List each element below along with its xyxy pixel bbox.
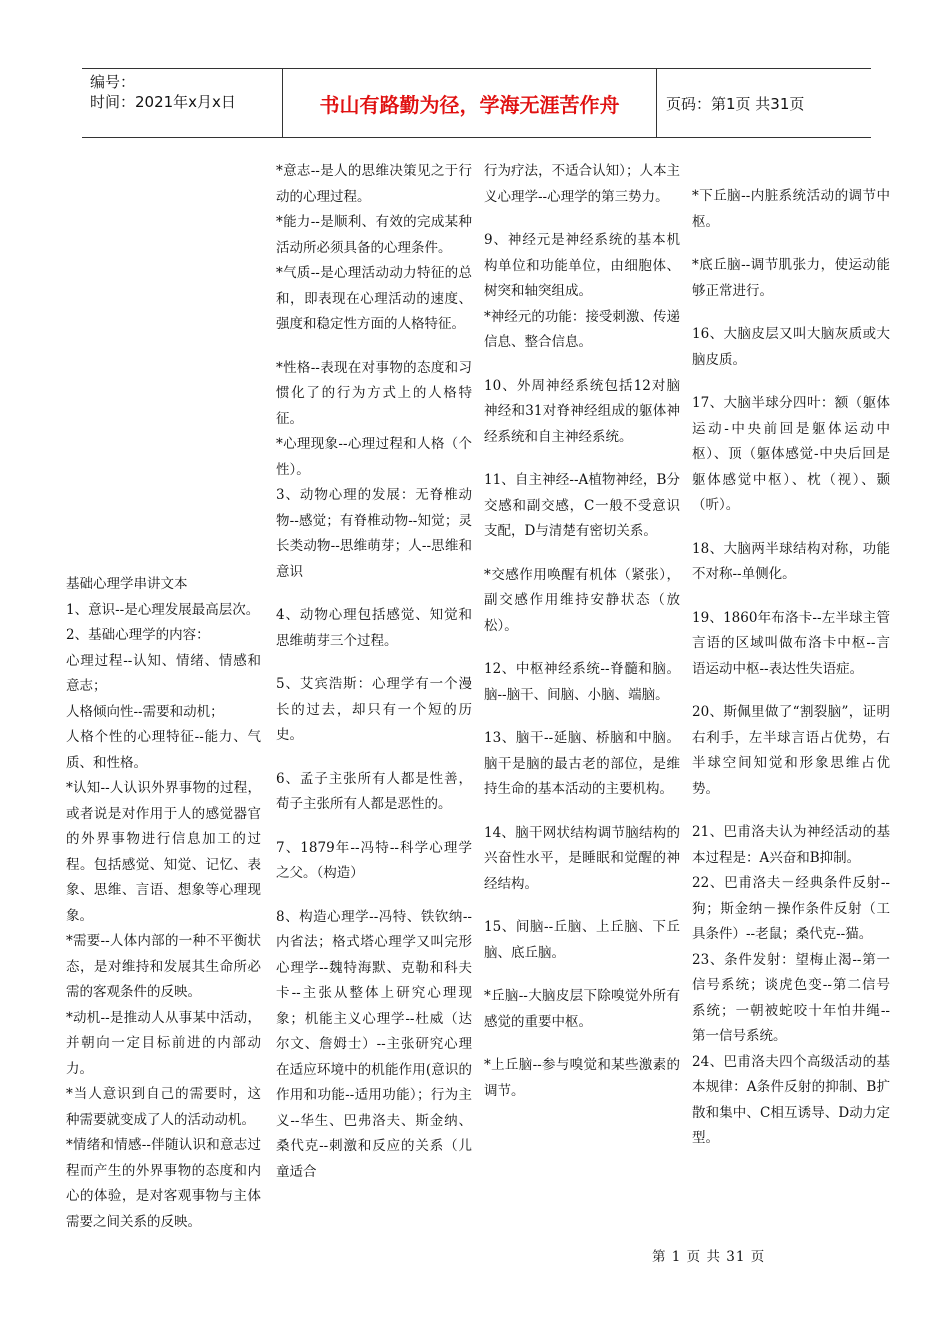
paragraph: 16、大脑皮层又叫大脑灰质或大脑皮质。 <box>692 326 890 368</box>
paragraph: 4、动物心理包括感觉、知觉和思维萌芽三个过程。 <box>276 607 472 649</box>
paragraph: 行为疗法，不适合认知）；人本主义心理学--心理学的第三势力。 <box>484 163 680 205</box>
paragraph: *认知--人认识外界事物的过程，或者说是对作用于人的感觉器官的外界事物进行信息加工的过程。包括感觉、知觉、记忆、表象、思维、言语、想象等心理现象。 <box>66 780 261 924</box>
paragraph: 7、1879年--冯特--科学心理学之父。（构造） <box>276 839 472 881</box>
paragraph: *动机--是推动人从事某中活动，并朝向一定目标前进的内部动力。 <box>66 1009 261 1077</box>
paragraph: 19、1860年布洛卡--左半球主管言语的区域叫做布洛卡中枢--言语运动中枢--表达性失语症。 <box>692 609 890 677</box>
paragraph: *气质--是心理活动动力特征的总和，即表现在心理活动的速度、强度和稳定性方面的人格特征。 <box>276 265 472 332</box>
paragraph: 1、意识--是心理发展最高层次。 <box>66 601 260 618</box>
paragraph: 23、条件发射：望梅止渴--第一信号系统；谈虎色变--第二信号系统；一朝被蛇咬十年怕井绳--第一信号系统。 <box>692 951 890 1044</box>
paragraph: 18、大脑两半球结构对称，功能不对称--单侧化。 <box>692 540 890 582</box>
paragraph: 2、基础心理学的内容： <box>66 627 210 643</box>
paragraph: 17、大脑半球分四叶：额（躯体运动-中央前回是躯体运动中枢）、顶（躯体感觉-中央后回是躯体感觉中枢）、枕（视）、颞（听）。 <box>692 395 890 513</box>
paragraph: 24、巴甫洛夫四个高级活动的基本规律：A条件反射的抑制、B扩散和集中、C相互诱导、D动力定型。 <box>692 1053 890 1146</box>
text-column-4 <box>692 184 890 1152</box>
paragraph: 14、脑干网状结构调节脑结构的兴奋性水平，是睡眠和觉醒的神经结构。 <box>484 824 680 892</box>
document-date-label: 时间：2021年x月x日 <box>90 93 236 111</box>
paragraph: *上丘脑--参与嗅觉和某些激素的调节。 <box>484 1057 680 1099</box>
text-column-2 <box>276 159 472 1185</box>
text-column-3 <box>484 159 680 1104</box>
paragraph: 21、巴甫洛夫认为神经活动的基本过程是：A兴奋和B抑制。 <box>692 824 890 866</box>
paragraph: 6、孟子主张所有人都是性善，荀子主张所有人都是恶性的。 <box>276 770 472 812</box>
paragraph: 9、神经元是神经系统的基本机构单位和功能单位，由细胞体、树突和轴突组成。 <box>484 232 680 299</box>
paragraph: 3、动物心理的发展：无脊椎动物--感觉；有脊椎动物--知觉；灵长类动物--思维萌芽；人--思维和意识 <box>276 487 472 580</box>
header-motto: 书山有路勤为径，学海无涯苦作舟 <box>282 69 657 137</box>
paragraph: *当人意识到自己的需要时，这种需要就变成了人的活动动机。 <box>66 1086 261 1128</box>
paragraph: 20、斯佩里做了“割裂脑”，证明右利手，左半球言语占优势，右半球空间知觉和形象思维占优势。 <box>692 704 890 797</box>
paragraph: 8、构造心理学--冯特、铁钦纳--内省法；格式塔心理学又叫完形心理学--魏特海默、克勒和科夫卡--主张从整体上研究心理现象；机能主义心理学--杜威（达尔文、詹姆士）--主张研究心理在适应环境中的机能作用(意识的作用和功能--适用功能）；行为主义--华生、巴弗洛夫、斯金纳、桑代克--刺激和反应的关系（儿童适合 <box>276 908 472 1180</box>
page-footer: 第 1 页 共 31 页 <box>652 1249 766 1265</box>
paragraph: 22、巴甫洛夫－经典条件反射--狗；斯金纳－操作条件反射（工具条件）--老鼠；桑代克--猫。 <box>692 875 890 942</box>
paragraph: *需要--人体内部的一种不平衡状态，是对维持和发展其生命所必需的客观条件的反映。 <box>66 933 261 1000</box>
paragraph: 5、艾宾浩斯：心理学有一个漫长的过去，却只有一个短的历史。 <box>276 676 472 743</box>
paragraph: *下丘脑--内脏系统活动的调节中枢。 <box>692 188 890 230</box>
document-number-label: 编号： <box>90 73 136 91</box>
paragraph: 11、自主神经--A植物神经，B分交感和副交感，C一般不受意识支配，D与清楚有密切关系。 <box>484 472 680 539</box>
paragraph: 10、外周神经系统包括12对脑神经和31对脊神经组成的躯体神经系统和自主神经系统。 <box>484 377 680 445</box>
paragraph: 15、间脑--丘脑、上丘脑、下丘脑、底丘脑。 <box>484 919 680 961</box>
paragraph: *丘脑--大脑皮层下除嗅觉外所有感觉的重要中枢。 <box>484 988 680 1030</box>
paragraph: *心理现象--心理过程和人格（个性）。 <box>276 436 472 478</box>
paragraph: 13、脑干--延脑、桥脑和中脑。脑干是脑的最古老的部位，是维持生命的基本活动的主要机构。 <box>484 730 680 797</box>
page-header <box>82 68 871 138</box>
header-meta <box>90 72 236 112</box>
paragraph: *情绪和情感--伴随认识和意志过程而产生的外界事物的态度和内心的体验，是对客观事物与主体需要之间关系的反映。 <box>66 1137 261 1230</box>
paragraph: *能力--是顺利、有效的完成某种活动所必须具备的心理条件。 <box>276 214 472 256</box>
paragraph: 12、中枢神经系统--脊髓和脑。脑--脑干、间脑、小脑、端脑。 <box>484 661 680 703</box>
paragraph: 心理过程--认知、情绪、情感和意志； <box>66 652 261 694</box>
text-column-1 <box>66 572 261 1235</box>
paragraph: 人格个性的心理特征--能力、气质、和性格。 <box>66 729 261 771</box>
paragraph: *底丘脑--调节肌张力，使运动能够正常进行。 <box>692 257 890 299</box>
paragraph: *交感作用唤醒有机体（紧张），副交感作用维持安静状态（放松）。 <box>484 566 680 634</box>
paragraph: *性格--表现在对事物的态度和习惯化了的行为方式上的人格特征。 <box>276 359 472 427</box>
paragraph: *意志--是人的思维决策见之于行动的心理过程。 <box>276 163 472 205</box>
paragraph: 人格倾向性--需要和动机； <box>66 703 224 720</box>
paragraph: *神经元的功能：接受刺激、传递信息、整合信息。 <box>484 308 680 350</box>
header-page-info: 页码：第1页 共31页 <box>666 95 805 113</box>
document-title: 基础心理学串讲文本 <box>66 576 188 592</box>
